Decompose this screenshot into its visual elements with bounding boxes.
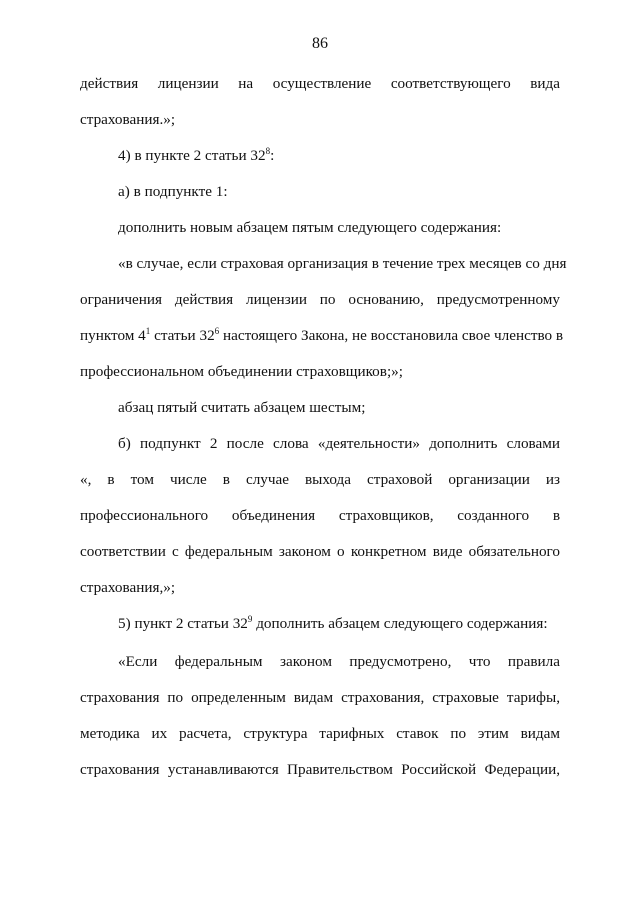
text-segment: настоящего Закона, не восстановила свое членство в (219, 327, 564, 344)
text-line: действия лицензии на осуществление соответствующего вида (80, 75, 560, 92)
text-line: а) в подпункте 1: (118, 183, 228, 200)
superscript: 6 (214, 325, 220, 336)
text-line: страхования.»; (80, 111, 176, 128)
superscript: 8 (265, 145, 271, 156)
text-line: методика их расчета, структура тарифных ставок по этим видам (80, 725, 560, 742)
text-line: дополнить новым абзацем пятым следующего содержания: (118, 219, 502, 236)
text-line (118, 146, 560, 166)
text-line: страхования,»; (80, 579, 176, 596)
text-segment: статьи 32 (150, 327, 215, 344)
text-line: абзац пятый считать абзацем шестым; (118, 399, 366, 416)
text-line: профессионального объединения страховщиков, созданного в (80, 507, 560, 524)
text-segment: пунктом 4 (80, 327, 146, 344)
text-line: страхования устанавливаются Правительством Российской Федерации, (80, 761, 560, 778)
text-segment: : (270, 147, 275, 164)
text-segment: 4) в пункте 2 статьи 32 (118, 147, 266, 164)
text-segment: дополнить абзацем следующего содержания: (252, 615, 548, 632)
text-line (118, 614, 560, 634)
text-line: «Если федеральным законом предусмотрено, что правила (118, 653, 560, 670)
text-line: ограничения действия лицензии по основанию, предусмотренному (80, 291, 560, 308)
text-line: соответствии с федеральным законом о конкретном виде обязательного (80, 543, 560, 560)
text-line (80, 325, 564, 346)
text-line: страхования по определенным видам страхования, страховые тарифы, (80, 689, 560, 706)
text-line: «, в том числе в случае выхода страховой организации из (80, 471, 560, 488)
superscript: 9 (247, 613, 253, 624)
text-line: профессиональном объединении страховщиков;»; (80, 363, 403, 380)
text-line: «в случае, если страховая организация в течение трех месяцев со дня (118, 255, 567, 272)
text-segment: 5) пункт 2 статьи 32 (118, 615, 248, 632)
superscript: 1 (145, 325, 151, 336)
text-line: б) подпункт 2 после слова «деятельности» дополнить словами (118, 435, 560, 452)
page-number: 86 (312, 35, 328, 52)
